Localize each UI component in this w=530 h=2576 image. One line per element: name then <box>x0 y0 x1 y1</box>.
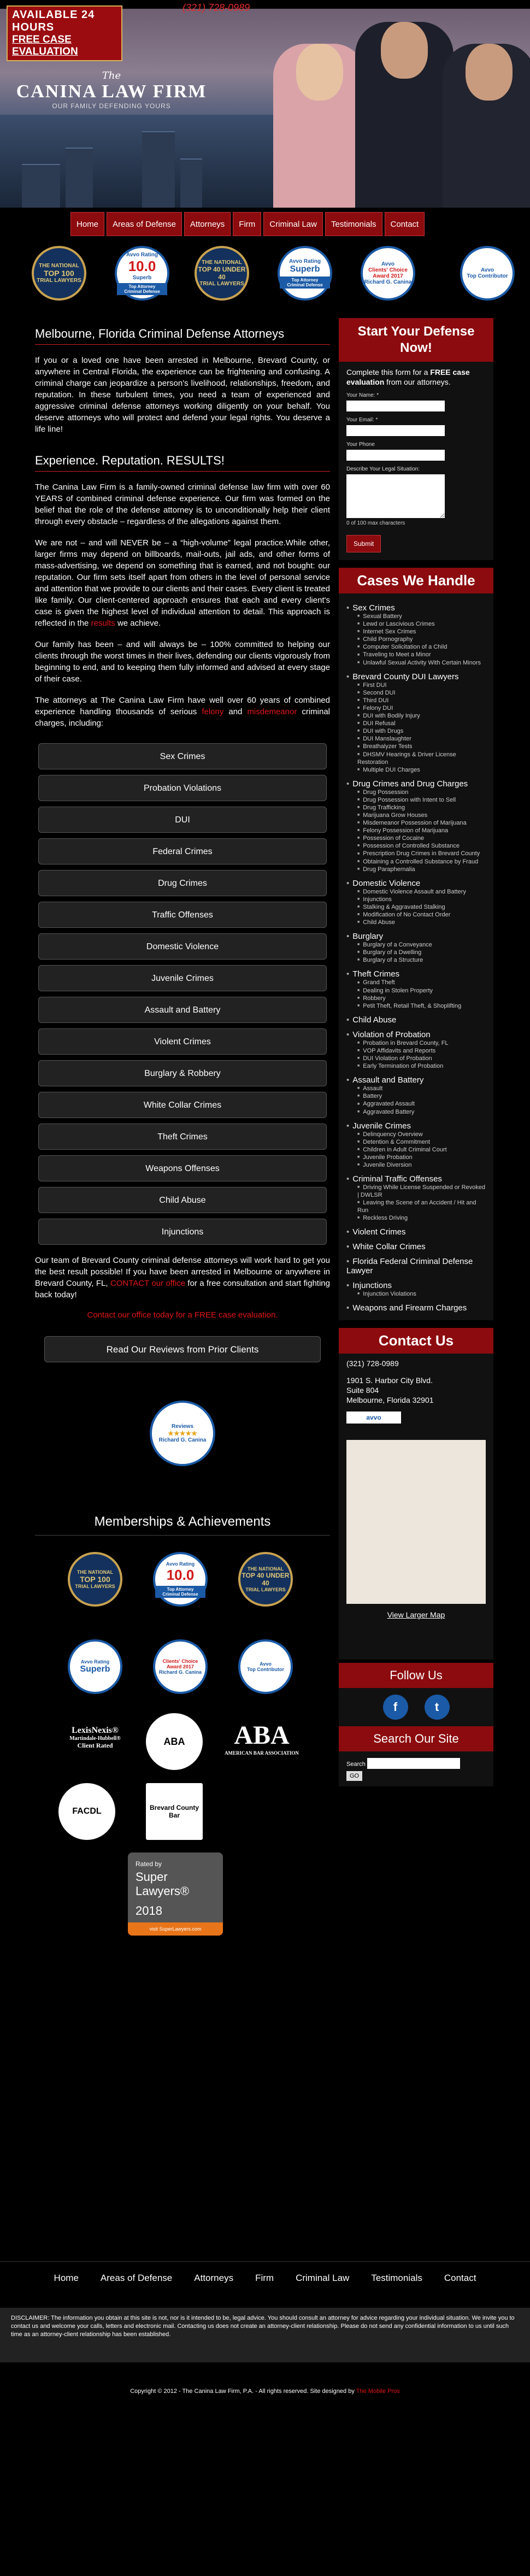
case-button[interactable]: Drug Crimes <box>38 870 327 896</box>
case-subitem[interactable]: ■ Stalking & Aggravated Stalking <box>346 903 486 911</box>
social-links <box>339 1688 493 1726</box>
case-category[interactable]: • Juvenile Crimes <box>346 1121 486 1131</box>
phone-label: Your Phone <box>346 442 375 448</box>
case-category[interactable]: • Burglary <box>346 932 486 941</box>
award-badges <box>0 236 530 318</box>
copyright: Copyright © 2012 - The Canina Law Firm, P.A. - All rights reserved. Site designed by The Mobile Pros <box>130 2388 400 2395</box>
case-button[interactable]: Assault and Battery <box>38 997 327 1023</box>
badge-top-40-under-40[interactable]: THE NATIONAL TOP 40 UNDER 40 TRIAL LAWYERS <box>195 246 249 301</box>
case-category[interactable]: • Sex Crimes <box>346 603 486 613</box>
footer-nav-testimonials[interactable]: Testimonials <box>371 2272 422 2283</box>
case-subitem[interactable]: ■ Computer Solicitation of a Child <box>346 643 486 651</box>
case-subitem[interactable]: ■ Drug Paraphernalia <box>346 866 486 873</box>
nav-attorneys[interactable]: Attorneys <box>184 212 231 236</box>
case-subitem[interactable]: ■ Sexual Battery <box>346 613 486 620</box>
felony-link[interactable]: felony <box>202 707 224 716</box>
search-panel <box>339 1726 493 1786</box>
case-button[interactable]: White Collar Crimes <box>38 1092 327 1118</box>
availability-banner[interactable] <box>7 5 122 61</box>
case-category[interactable]: • Drug Crimes and Drug Charges <box>346 779 486 789</box>
case-subitem[interactable]: ■ Grand Theft <box>346 979 486 986</box>
paragraph-3: Our family has been – and will always be – 100% committed to helping our clients through the worst times in their lives, defending our clients vigorously from beginning to end, and to keeping them fully informed and advised at every stage of their case. <box>35 640 330 684</box>
intro-paragraph: If you or a loved one have been arrested in Melbourne, Brevard County, or anywhere in Central Florida, the experience can be frightening and confusing. A criminal charge can jeopardize a person's livelihood, relationships, freedom, and reputation. In these turbulent times, you need a team of experienced and aggressive criminal defense attorneys working diligently on your behalf. You deserve attorneys who will protect and defend your legal rights. You deserve a life line! <box>35 356 330 434</box>
case-subitem[interactable]: ■ Modification of No Contact Order <box>346 911 486 919</box>
lexisnexis-logo[interactable]: LexisNexis® Martindale-Hubbell® Client Rated <box>57 1710 133 1765</box>
case-subitem[interactable]: ■ Third DUI <box>346 697 486 704</box>
results-link[interactable]: results <box>91 619 115 628</box>
case-subitem[interactable]: ■ DHSMV Hearings & Driver License Restoration <box>346 751 486 766</box>
evaluation-form-panel <box>339 318 493 560</box>
case-subitem[interactable]: ■ Obtaining a Controlled Substance by Fraud <box>346 858 486 866</box>
paragraph-4: The attorneys at The Canina Law Firm have well over 60 years of combined experience handling thousands of serious felony and misdemeanor criminal charges, including: <box>35 696 331 728</box>
member-clients-choice[interactable]: Clients' Choice Award 2017 Richard G. Canina <box>153 1639 208 1694</box>
nav-contact[interactable]: Contact <box>385 212 425 236</box>
footer-nav-criminal-law[interactable]: Criminal Law <box>296 2272 350 2283</box>
form-intro: Complete this form for a FREE case evaluation from our attorneys. <box>346 368 470 386</box>
case-subitem[interactable]: ■ Marijuana Grow Houses <box>346 811 486 819</box>
abaa-seal[interactable]: ABA <box>144 1712 204 1772</box>
case-button[interactable]: Theft Crimes <box>38 1124 327 1150</box>
contact-office-link[interactable]: CONTACT our office <box>110 1279 186 1288</box>
case-subitem[interactable]: ■ Aggravated Assault <box>346 1100 486 1108</box>
case-subitem[interactable]: ■ Drug Possession with Intent to Sell <box>346 796 486 804</box>
nav-areas-of-defense[interactable]: Areas of Defense <box>107 212 182 236</box>
case-subitem[interactable]: ■ Misdemeanor Possession of Marijuana <box>346 819 486 827</box>
case-subitem[interactable]: ■ Domestic Violence Assault and Battery <box>346 888 486 896</box>
paragraph-1: The Canina Law Firm is a family-owned criminal defense law firm with over 60 YEARS of combined criminal defense experience. Our firm was formed on the belief that the role of the defense attorney is to unconditionally help their client through every obstacle – regardless of the allegations against them. <box>35 483 330 526</box>
footer-disclaimer: DISCLAIMER: The information you obtain at this site is not, nor is it intended to be, legal advice. You should consult an attorney for advice regarding your individual situation. We invite you to contact us and welcome your calls, letters and electronic mail. Contacting us does not create an attorney-client relationship. Please do not send any confidential information to us until such time as an attorney-client relationship has been established. <box>0 2308 530 2362</box>
footer-nav <box>0 2261 530 2294</box>
read-reviews-button[interactable]: Read Our Reviews from Prior Clients <box>44 1336 321 1362</box>
case-subitem[interactable]: ■ DUI with Drugs <box>346 727 486 735</box>
case-button[interactable]: Domestic Violence <box>38 933 327 960</box>
case-category[interactable]: • Violent Crimes <box>346 1227 486 1237</box>
case-subitem[interactable]: ■ DUI Refusal <box>346 720 486 727</box>
site-logo[interactable] <box>8 70 215 110</box>
search-title: Search Our Site <box>339 1726 493 1751</box>
member-national-top-100[interactable]: THE NATIONAL TOP 100 TRIAL LAWYERS <box>68 1552 122 1607</box>
nav-testimonials[interactable]: Testimonials <box>325 212 382 236</box>
case-subitem[interactable]: ■ DUI with Bodily Injury <box>346 712 486 720</box>
case-subitem[interactable]: ■ Leaving the Scene of an Accident / Hit and Run <box>346 1199 486 1214</box>
header-phone[interactable]: (321) 728-0989 <box>182 2 250 13</box>
case-category[interactable]: • Assault and Battery <box>346 1075 486 1085</box>
right-sidebar <box>339 318 493 1786</box>
logo-tagline: OUR FAMILY DEFENDING YOURS <box>52 102 171 110</box>
case-category[interactable]: • White Collar Crimes <box>346 1242 486 1251</box>
free-evaluation-cta[interactable]: Contact our office today for a FREE case evaluation. <box>87 1310 278 1320</box>
section-title: Experience. Reputation. RESULTS! <box>35 454 330 472</box>
superlawyers-badge[interactable]: Rated by Super Lawyers® 2018 visit SuperLawyers.com <box>128 1852 223 1936</box>
main-nav <box>70 212 425 236</box>
phone-input[interactable] <box>346 450 445 461</box>
attorney-photo-1 <box>273 44 366 208</box>
case-subitem[interactable]: ■ Assault <box>346 1085 486 1092</box>
case-subitem[interactable]: ■ Aggravated Battery <box>346 1108 486 1116</box>
memberships-grid <box>35 1536 330 1932</box>
case-category[interactable]: • Violation of Probation <box>346 1030 486 1039</box>
footer-nav-areas-of-defense[interactable]: Areas of Defense <box>100 2272 173 2283</box>
memberships-title: Memberships & Achievements <box>35 1514 330 1536</box>
case-button[interactable]: Injunctions <box>38 1219 327 1245</box>
name-input[interactable] <box>346 401 445 411</box>
search-body <box>339 1751 493 1786</box>
case-subitem[interactable]: ■ Burglary of a Structure <box>346 956 486 964</box>
case-button[interactable]: Probation Violations <box>38 775 327 801</box>
case-subitem[interactable]: ■ Detention & Commitment <box>346 1138 486 1146</box>
footer-nav-home[interactable]: Home <box>54 2272 79 2283</box>
case-subitem[interactable]: ■ Felony Possession of Marijuana <box>346 827 486 834</box>
designer-link[interactable]: The Mobile Pros <box>356 2388 400 2395</box>
form-title: Start Your Defense Now! <box>339 318 493 362</box>
case-button[interactable]: Child Abuse <box>38 1187 327 1213</box>
case-subitem[interactable]: ■ Juvenile Probation <box>346 1154 486 1161</box>
nav-criminal-law[interactable]: Criminal Law <box>263 212 323 236</box>
member-avvo-10[interactable]: Avvo Rating 10.0 Top Attorney Criminal Defense <box>153 1552 208 1607</box>
facdl-seal[interactable]: FACDL <box>57 1781 117 1842</box>
attorney-photo-3 <box>443 44 530 208</box>
left-column <box>35 318 331 1932</box>
search-input[interactable] <box>367 1758 460 1769</box>
availability-line2: FREE CASE EVALUATION <box>12 34 78 57</box>
case-category[interactable]: • Weapons and Firearm Charges <box>346 1303 486 1313</box>
case-subitem[interactable]: ■ DUI Violation of Probation <box>346 1055 486 1062</box>
case-subitem[interactable]: ■ Prescription Drug Crimes in Brevard County <box>346 850 486 857</box>
main-content <box>0 318 530 2263</box>
case-subitem[interactable]: ■ Injunction Violations <box>346 1290 486 1298</box>
case-subitem[interactable]: ■ Possession of Controlled Substance <box>346 842 486 850</box>
search-label: Search <box>346 1761 366 1768</box>
case-subitem[interactable]: ■ Injunctions <box>346 896 486 903</box>
case-subitem[interactable]: ■ Probation in Brevard County, FL <box>346 1039 486 1047</box>
case-subitem[interactable]: ■ VOP Affidavits and Reports <box>346 1047 486 1055</box>
contact-address: 1901 S. Harbor City Blvd. Suite 804 Melbourne, Florida 32901 <box>346 1376 434 1405</box>
follow-panel <box>339 1663 493 1726</box>
cases-panel <box>339 568 493 1320</box>
case-button[interactable]: Federal Crimes <box>38 838 327 864</box>
character-count: 0 of 100 max characters <box>346 520 405 526</box>
email-input[interactable] <box>346 425 445 436</box>
case-category[interactable]: • Child Abuse <box>346 1015 486 1025</box>
case-category[interactable]: • Domestic Violence <box>346 879 486 888</box>
avvo-logo[interactable]: avvo <box>346 1411 401 1424</box>
case-subitem[interactable]: ■ Second DUI <box>346 689 486 697</box>
footer-nav-attorneys[interactable]: Attorneys <box>194 2272 234 2283</box>
search-go-button[interactable]: GO <box>346 1771 362 1781</box>
name-label: Your Name: * <box>346 392 379 398</box>
case-subitem[interactable]: ■ Petit Theft, Retail Theft, & Shoplifting <box>346 1002 486 1010</box>
case-subitem[interactable]: ■ Possession of Cocaine <box>346 834 486 842</box>
case-subitem[interactable]: ■ Traveling to Meet a Minor <box>346 651 486 658</box>
case-category[interactable]: • Criminal Traffic Offenses <box>346 1174 486 1184</box>
aba-logo[interactable]: ABA AMERICAN BAR ASSOCIATION <box>215 1710 308 1765</box>
case-subitem[interactable]: ■ Dealing in Stolen Property <box>346 987 486 995</box>
page-title: Melbourne, Florida Criminal Defense Attorneys <box>35 327 330 345</box>
office-map[interactable] <box>346 1440 486 1604</box>
case-subitem[interactable]: ■ Delinquency Overview <box>346 1131 486 1138</box>
case-subitem[interactable]: ■ Juvenile Diversion <box>346 1161 486 1169</box>
case-subitem[interactable]: ■ Unlawful Sexual Activity With Certain Minors <box>346 659 486 667</box>
footer-nav-contact[interactable]: Contact <box>444 2272 476 2283</box>
view-larger-map-link[interactable]: View Larger Map <box>387 1610 445 1620</box>
situation-textarea[interactable] <box>346 474 445 518</box>
case-subitem[interactable]: ■ Internet Sex Crimes <box>346 628 486 636</box>
case-subitem[interactable]: ■ First DUI <box>346 681 486 689</box>
badge-national-top-100[interactable]: THE NATIONAL TOP 100 TRIAL LAWYERS <box>32 246 86 301</box>
case-button[interactable]: Traffic Offenses <box>38 902 327 928</box>
case-button[interactable]: Sex Crimes <box>38 743 327 769</box>
case-button-list <box>35 743 330 1245</box>
cases-list <box>339 593 493 1320</box>
case-subitem[interactable]: ■ Drug Possession <box>346 789 486 796</box>
member-top-40-under-40[interactable]: THE NATIONAL TOP 40 UNDER 40 TRIAL LAWYERS <box>238 1552 293 1607</box>
site-header <box>0 0 530 208</box>
nav-firm[interactable]: Firm <box>233 212 261 236</box>
badge-avvo-superb[interactable]: Avvo Rating Superb Top Attorney Criminal Defense <box>278 246 332 301</box>
case-button[interactable]: Weapons Offenses <box>38 1155 327 1181</box>
case-subitem[interactable]: ■ Children in Adult Criminal Court <box>346 1146 486 1154</box>
logo-name: CANINA LAW FIRM <box>16 81 207 102</box>
case-subitem[interactable]: ■ Driving While License Suspended or Revoked | DWLSR <box>346 1184 486 1199</box>
paragraph-2: We are not – and will NEVER be – a “high-volume” legal practice.While other, larger firms may depend on billboards, mail-outs, jail ads, and other forms of mass-advertising, we depend on something that is earned, and not bought: our reputation. Our firm sets itself apart from others in the level of personal service and attention that we provide to our clients and their cases. Every client is treated like family. Our client-centered approach ensures that each and every client's case is given the highest level of individual attention to detail. This approach is reflected in the results we achieve. <box>35 538 330 628</box>
case-subitem[interactable]: ■ Early Termination of Probation <box>346 1062 486 1070</box>
case-subitem[interactable]: ■ Burglary of a Dwelling <box>346 949 486 956</box>
case-subitem[interactable]: ■ Breathalyzer Tests <box>346 743 486 750</box>
contact-title: Contact Us <box>339 1328 493 1354</box>
case-category[interactable]: • Brevard County DUI Lawyers <box>346 672 486 681</box>
case-subitem[interactable]: ■ Drug Trafficking <box>346 804 486 811</box>
case-button[interactable]: Violent Crimes <box>38 1028 327 1055</box>
cases-title: Cases We Handle <box>339 568 493 593</box>
follow-title: Follow Us <box>339 1663 493 1688</box>
case-subitem[interactable]: ■ Child Abuse <box>346 919 486 926</box>
facebook-icon[interactable]: f <box>383 1695 408 1720</box>
case-category[interactable]: • Injunctions <box>346 1281 486 1290</box>
case-subitem[interactable]: ■ Felony DUI <box>346 704 486 712</box>
logo-the: The <box>102 70 121 81</box>
case-subitem[interactable]: ■ DUI Manslaughter <box>346 735 486 743</box>
case-button[interactable]: DUI <box>38 807 327 833</box>
badge-clients-choice[interactable]: Avvo Clients' Choice Award 2017 Richard G. Canina <box>361 246 415 301</box>
avvo-reviews-badge[interactable]: Reviews ★★★★★ Richard G. Canina <box>150 1401 215 1466</box>
case-subitem[interactable]: ■ Lewd or Lascivious Crimes <box>346 620 486 628</box>
member-avvo-superb[interactable]: Avvo Rating Superb <box>68 1639 122 1694</box>
evaluation-form <box>339 362 493 560</box>
badge-top-contributor[interactable]: Avvo Top Contributor <box>460 246 515 301</box>
case-subitem[interactable]: ■ Robbery <box>346 995 486 1002</box>
submit-button[interactable]: Submit <box>346 535 381 552</box>
case-subitem[interactable]: ■ Reckless Driving <box>346 1214 486 1222</box>
case-subitem[interactable]: ■ Battery <box>346 1092 486 1100</box>
member-top-contributor[interactable]: Avvo Top Contributor <box>238 1639 293 1694</box>
case-category[interactable]: • Theft Crimes <box>346 969 486 979</box>
case-subitem[interactable]: ■ Child Pornography <box>346 636 486 643</box>
case-button[interactable]: Burglary & Robbery <box>38 1060 327 1086</box>
case-button[interactable]: Juvenile Crimes <box>38 965 327 991</box>
twitter-icon[interactable]: t <box>425 1695 450 1720</box>
misdemeanor-link[interactable]: misdemeanor <box>247 707 297 716</box>
contact-panel <box>339 1328 493 1660</box>
case-category[interactable]: • Florida Federal Criminal Defense Lawyer <box>346 1257 486 1275</box>
contact-phone[interactable]: (321) 728-0989 <box>346 1359 399 1368</box>
case-subitem[interactable]: ■ Multiple DUI Charges <box>346 766 486 774</box>
availability-line1: AVAILABLE 24 HOURS <box>12 9 95 33</box>
paragraph-5: Our team of Brevard County criminal defense attorneys will work hard to get you the best result possible! If you have been arrested in Melbourne or anywhere in Brevard County, FL, CONTACT our office for a free consultation and start fighting back today! <box>35 1256 330 1299</box>
attorney-photo-2 <box>355 22 454 208</box>
case-subitem[interactable]: ■ Burglary of a Conveyance <box>346 941 486 949</box>
nav-home[interactable]: Home <box>70 212 104 236</box>
footer-nav-firm[interactable]: Firm <box>255 2272 274 2283</box>
situation-label: Describe Your Legal Situation: <box>346 466 420 472</box>
contact-body <box>339 1354 493 1660</box>
email-label: Your Email: * <box>346 417 378 423</box>
badge-avvo-10[interactable]: Avvo Rating 10.0 Superb Top Attorney Criminal Defense <box>115 246 169 301</box>
brevard-bar-logo[interactable]: Brevard County Bar <box>144 1781 204 1842</box>
